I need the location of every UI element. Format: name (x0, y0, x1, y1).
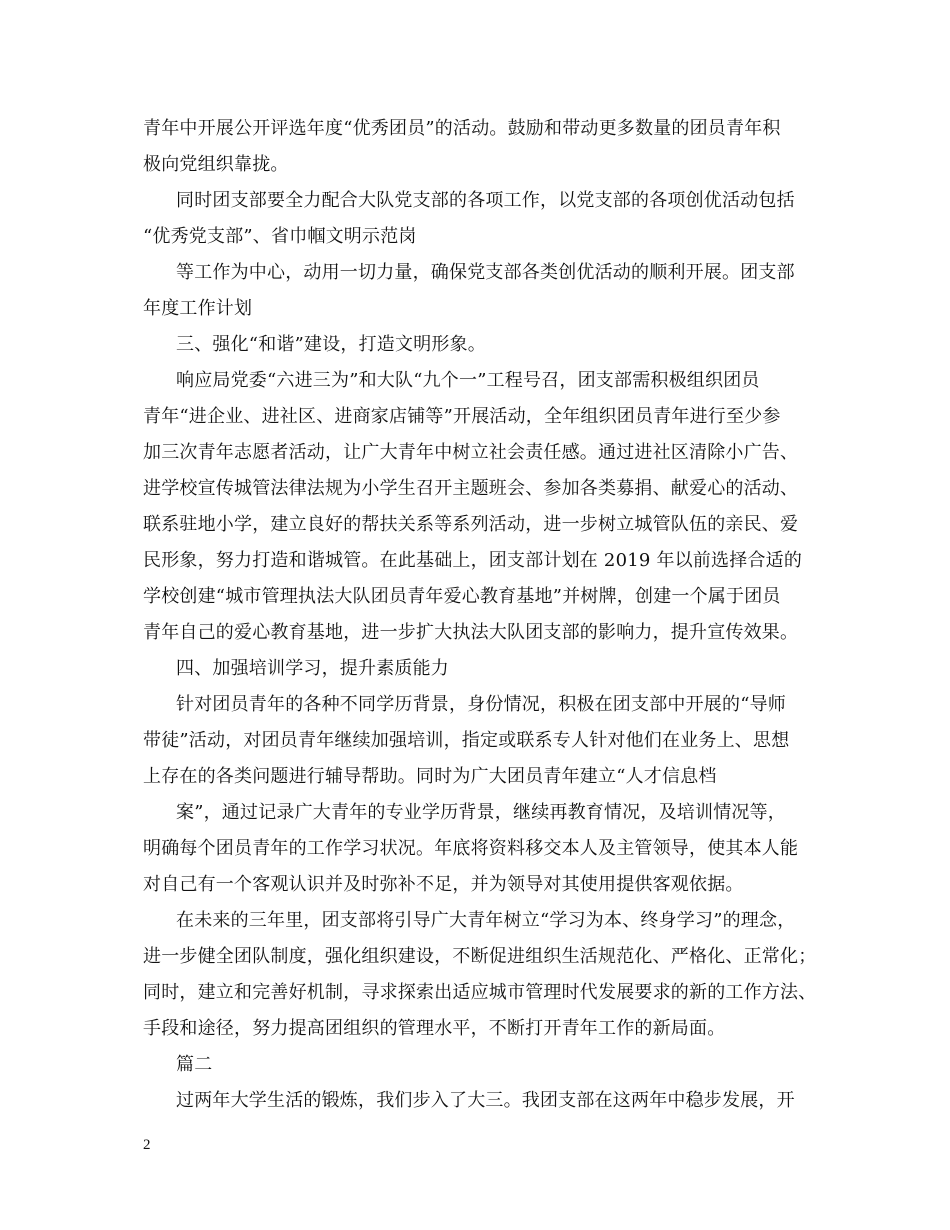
text-line: 进学校宣传城管法律法规为小学生召开主题班会、参加各类募捐、献爱心的活动、 (143, 478, 799, 499)
section-heading: 四、加强培训学习，提升素质能力 (176, 658, 449, 679)
text-line: 年度工作计划 (143, 298, 253, 319)
text-line: 上存在的各类问题进行辅导帮助。同时为广大团员青年建立“人才信息档 (143, 766, 717, 787)
text-line: “优秀党支部”、省巾帼文明示范岗 (143, 226, 417, 247)
text-line: 青年自己的爱心教育基地，进一步扩大执法大队团支部的影响力，提升宣传效果。 (143, 622, 799, 643)
text-line: 响应局党委“六进三为”和大队“九个一”工程号召，团支部需积极组织团员 (176, 370, 760, 391)
text-line: 学校创建“城市管理执法大队团员青年爱心教育基地”并树牌，创建一个属于团员 (143, 586, 781, 607)
text-line: 对自己有一个客观认识并及时弥补不足，并为领导对其使用提供客观依据。 (143, 874, 744, 895)
text-line: 民形象，努力打造和谐城管。在此基础上，团支部计划在 2019 年以前选择合适的 (143, 550, 803, 571)
section-heading: 三、强化“和谐”建设，打造文明形象。 (176, 334, 487, 355)
text-line: 带徒”活动，对团员青年继续加强培训，指定或联系专人针对他们在业务上、思想 (143, 730, 790, 751)
text-line: 青年“进企业、进社区、进商家店铺等”开展活动，全年组织团员青年进行至少参 (143, 406, 781, 427)
text-line: 进一步健全团队制度，强化组织建设，不断促进组织生活规范化、严格化、正常化； (143, 946, 817, 967)
text-line: 极向党组织靠拢。 (143, 154, 289, 175)
text-line: 手段和途径，努力提高团组织的管理水平，不断打开青年工作的新局面。 (143, 1018, 726, 1039)
section-heading: 篇二 (176, 1054, 213, 1075)
text-line: 联系驻地小学，建立良好的帮扶关系等系列活动，进一步树立城管队伍的亲民、爱 (143, 514, 799, 535)
text-line: 等工作为中心，动用一切力量，确保党支部各类创优活动的顺利开展。团支部 (176, 262, 795, 283)
text-line: 同时团支部要全力配合大队党支部的各项工作，以党支部的各项创优活动包括 (176, 190, 795, 211)
page-number: 2 (143, 1137, 151, 1153)
text-line: 同时，建立和完善好机制，寻求探索出适应城市管理时代发展要求的新的工作方法、 (143, 982, 817, 1003)
text-line: 过两年大学生活的锻炼，我们步入了大三。我团支部在这两年中稳步发展，开 (176, 1090, 795, 1111)
text-line: 针对团员青年的各种不同学历背景，身份情况，积极在团支部中开展的“导师 (176, 694, 786, 715)
text-line: 明确每个团员青年的工作学习状况。年底将资料移交本人及主管领导，使其本人能 (143, 838, 799, 859)
text-line: 案”，通过记录广大青年的专业学历背景，继续再教育情况，及培训情况等， (176, 802, 786, 823)
text-line: 加三次青年志愿者活动，让广大青年中树立社会责任感。通过进社区清除小广告、 (143, 442, 799, 463)
text-line: 青年中开展公开评选年度“优秀团员”的活动。鼓励和带动更多数量的团员青年积 (143, 118, 781, 139)
text-line: 在未来的三年里，团支部将引导广大青年树立“学习为本、终身学习”的理念， (176, 910, 796, 931)
